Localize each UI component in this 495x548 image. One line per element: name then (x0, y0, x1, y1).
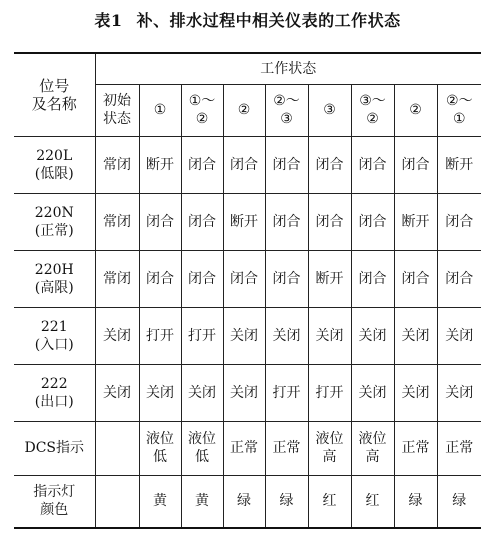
row-name-cell (14, 136, 95, 193)
corner-header-line1: 位号 (39, 76, 70, 95)
state-cell-line: 正常 (445, 440, 474, 456)
state-cell-line: 关闭 (445, 327, 474, 344)
state-cell (437, 475, 481, 528)
state-cell-line: 关闭 (230, 384, 258, 401)
table-number: 表1 (94, 11, 123, 30)
state-cell (308, 475, 351, 528)
state-cell-line: 断开 (401, 213, 430, 230)
state-cell (394, 364, 437, 421)
state-cell (437, 250, 481, 307)
row-name-line: 221 (40, 318, 68, 335)
state-cell (437, 364, 481, 421)
state-cell (95, 193, 139, 250)
state-cell-line: 打开 (272, 384, 301, 401)
work-state-header: 工作状态 (95, 53, 481, 84)
state-cell (223, 307, 265, 364)
state-cell (394, 475, 437, 528)
state-cell (95, 250, 139, 307)
instrument-state-table (14, 52, 481, 529)
state-cell-line: 闭合 (272, 156, 301, 173)
state-cell (139, 475, 181, 528)
table-title: 补、排水过程中相关仪表的工作状态 (136, 11, 401, 30)
state-cell-line: 断开 (315, 270, 344, 287)
state-cell-line: 液位 (188, 431, 216, 447)
state-cell (437, 421, 481, 475)
state-cell-line: 闭合 (230, 156, 258, 173)
state-cell (139, 136, 181, 193)
state-cell-line: 正常 (272, 440, 301, 456)
table-row (14, 193, 481, 250)
state-cell (95, 364, 139, 421)
state-cell-line: 液位 (358, 431, 387, 447)
state-cell-line: 绿 (452, 493, 467, 510)
row-name-line: (高限) (34, 279, 74, 296)
state-cell-line: 常闭 (103, 213, 131, 230)
state-cell-line: 高 (365, 449, 380, 465)
row-name-line: (出口) (34, 393, 74, 410)
state-cell-line: 闭合 (188, 270, 216, 287)
state-cell-line: 关闭 (445, 384, 474, 401)
state-cell (265, 475, 308, 528)
col-header-7: ② (394, 84, 437, 136)
state-cell (351, 136, 394, 193)
state-cell-line: 闭合 (445, 213, 474, 230)
state-cell-line: 绿 (237, 493, 251, 510)
state-cell (139, 421, 181, 475)
state-cell-line: 低 (153, 449, 167, 465)
state-cell (181, 364, 223, 421)
state-cell-line: 闭合 (272, 270, 301, 287)
state-cell (308, 250, 351, 307)
state-cell-line: 绿 (279, 493, 294, 510)
state-cell (139, 364, 181, 421)
col-header-8: ②～ ① (437, 84, 481, 136)
state-cell-line: 断开 (146, 156, 174, 173)
state-cell (394, 421, 437, 475)
col-header-4: ②～ ③ (265, 84, 308, 136)
state-cell-line: 闭合 (401, 156, 430, 173)
state-cell-line: 闭合 (230, 270, 258, 287)
state-cell-line: 红 (365, 493, 380, 510)
state-cell (351, 193, 394, 250)
state-cell (308, 421, 351, 475)
state-cell (223, 193, 265, 250)
state-cell-line: 关闭 (103, 384, 131, 401)
state-cell (181, 193, 223, 250)
state-cell (265, 421, 308, 475)
state-cell-line: 断开 (230, 213, 258, 230)
state-cell (437, 136, 481, 193)
state-cell (95, 475, 139, 528)
state-cell (437, 307, 481, 364)
state-cell-line: 绿 (408, 493, 423, 510)
table-row (14, 136, 481, 193)
state-cell-line: 正常 (401, 440, 430, 456)
state-cell-line: 打开 (188, 327, 216, 344)
table-row (14, 475, 481, 528)
state-cell-line: 液位 (146, 431, 174, 447)
state-cell-line: 关闭 (315, 327, 344, 344)
table-row (14, 364, 481, 421)
state-cell (351, 250, 394, 307)
state-cell-line: 打开 (315, 384, 344, 401)
state-cell (394, 250, 437, 307)
state-cell (181, 475, 223, 528)
state-cell-line: 关闭 (103, 327, 131, 344)
state-cell (308, 364, 351, 421)
state-cell-line: 正常 (230, 440, 258, 456)
state-cell (265, 307, 308, 364)
state-cell (181, 136, 223, 193)
state-cell (265, 364, 308, 421)
row-name-line: 220H (34, 261, 74, 278)
col-header-6: ③～ ② (351, 84, 394, 136)
state-cell-line: 断开 (445, 156, 474, 173)
row-name-line: 220N (34, 204, 74, 221)
state-cell (265, 193, 308, 250)
row-name-line: 222 (40, 375, 68, 392)
state-cell (394, 307, 437, 364)
state-cell (223, 364, 265, 421)
row-name-line: 220L (36, 147, 73, 164)
state-cell-line: 闭合 (272, 213, 301, 230)
row-name-cell (14, 250, 95, 307)
state-cell-line: 闭合 (358, 156, 387, 173)
row-name-line: 指示灯 (33, 484, 76, 501)
state-cell (223, 475, 265, 528)
col-header-2: ①～ ② (181, 84, 223, 136)
state-cell (351, 421, 394, 475)
state-cell (394, 193, 437, 250)
row-name-line: (正常) (34, 222, 74, 239)
row-name-cell (14, 193, 95, 250)
col-header-3: ② (223, 84, 265, 136)
state-cell-line: 闭合 (188, 213, 216, 230)
state-cell-line: 黄 (153, 493, 167, 510)
table-caption (0, 8, 495, 31)
state-cell-line: 关闭 (272, 327, 301, 344)
state-cell-line: 关闭 (401, 327, 430, 344)
state-cell-line: 红 (322, 493, 337, 510)
col-header-5: ③ (308, 84, 351, 136)
state-cell-line: 液位 (315, 431, 344, 447)
state-cell-line: 闭合 (445, 270, 474, 287)
state-cell-line: 常闭 (103, 156, 131, 173)
row-name-cell (14, 475, 95, 528)
state-cell (95, 421, 139, 475)
col-header-0: 初始 状态 (95, 84, 139, 136)
state-cell-line: 打开 (146, 327, 174, 344)
state-cell-line: 闭合 (315, 213, 344, 230)
state-cell (95, 307, 139, 364)
state-cell (351, 307, 394, 364)
state-cell-line: 闭合 (146, 213, 174, 230)
state-cell (223, 250, 265, 307)
state-cell-line: 闭合 (146, 270, 174, 287)
corner-header (14, 53, 95, 136)
state-cell (265, 136, 308, 193)
state-cell-line: 关闭 (146, 384, 174, 401)
state-cell (223, 421, 265, 475)
state-cell (181, 421, 223, 475)
state-cell (394, 136, 437, 193)
table-row (14, 250, 481, 307)
row-name-line: (入口) (34, 336, 74, 353)
state-cell (223, 136, 265, 193)
state-cell-line: 关闭 (230, 327, 258, 344)
row-name-cell (14, 307, 95, 364)
state-cell (437, 193, 481, 250)
corner-header-line2: 及名称 (31, 94, 77, 113)
table-row (14, 307, 481, 364)
state-cell (308, 307, 351, 364)
state-cell-line: 闭合 (188, 156, 216, 173)
state-cell-line: 关闭 (188, 384, 216, 401)
state-cell (308, 193, 351, 250)
state-cell-line: 低 (195, 449, 209, 465)
state-cell-line: 关闭 (358, 327, 387, 344)
row-name-line: DCS指示 (24, 440, 85, 456)
state-cell (95, 136, 139, 193)
state-cell-line: 关闭 (358, 384, 387, 401)
state-cell (139, 193, 181, 250)
row-name-line: (低限) (34, 165, 74, 182)
state-cell (308, 136, 351, 193)
table-row (14, 421, 481, 475)
state-cell (181, 307, 223, 364)
state-cell (265, 250, 308, 307)
state-cell-line: 高 (322, 449, 337, 465)
row-name-cell (14, 364, 95, 421)
state-cell (139, 307, 181, 364)
col-header-1: ① (139, 84, 181, 136)
state-cell-line: 闭合 (315, 156, 344, 173)
state-cell (351, 364, 394, 421)
state-cell-line: 闭合 (358, 213, 387, 230)
header-row-top (14, 53, 481, 84)
state-cell-line: 黄 (195, 493, 209, 510)
state-cell (351, 475, 394, 528)
row-name-line: 颜色 (40, 502, 69, 519)
state-cell-line: 闭合 (358, 270, 387, 287)
state-cell-line: 闭合 (401, 270, 430, 287)
row-name-cell (14, 421, 95, 475)
state-cell-line: 常闭 (103, 270, 131, 287)
state-cell (181, 250, 223, 307)
state-cell (139, 250, 181, 307)
state-cell-line: 关闭 (401, 384, 430, 401)
